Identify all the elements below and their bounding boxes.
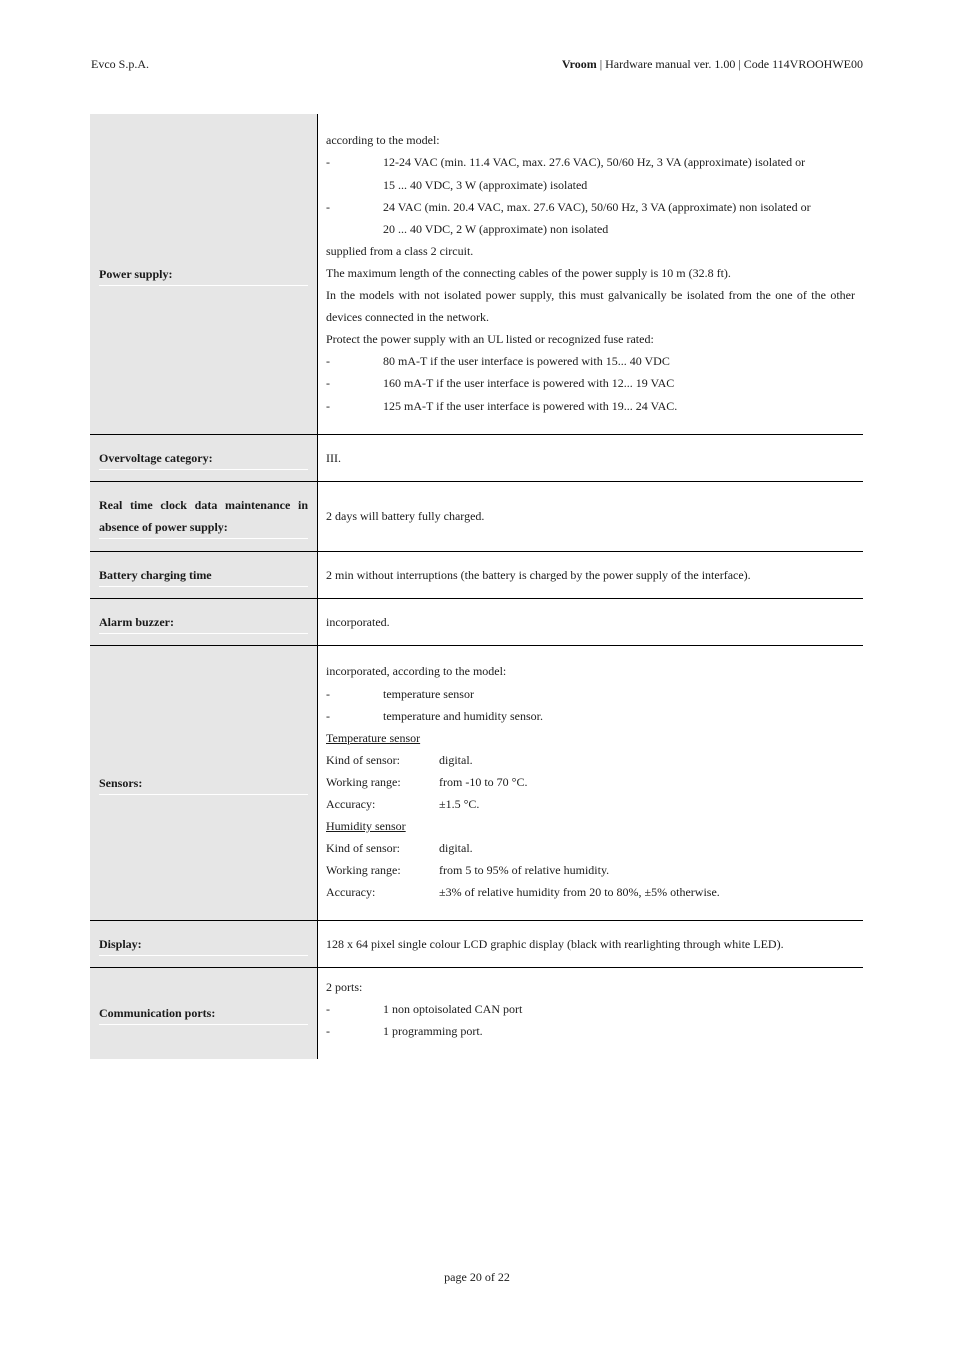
sensor-option-2-text: temperature and humidity sensor. (383, 708, 543, 723)
label-cell (90, 482, 318, 551)
kv-value: from 5 to 95% of relative humidity. (439, 863, 610, 878)
kv-key: Working range: (326, 863, 401, 878)
label-cell (90, 552, 318, 598)
fuse-item-1-text: 80 mA-T if the user interface is powered with 15... 40 VDC (383, 354, 670, 369)
label-cell (90, 599, 318, 645)
label-buzzer: Alarm buzzer: (99, 611, 308, 634)
page-number: page 20 of 22 (444, 1270, 510, 1284)
temperature-sensor-title: Temperature sensor (326, 730, 421, 745)
sensor-option-1-text: temperature sensor (383, 686, 474, 701)
temp-range (326, 771, 855, 793)
label-ports: Communication ports: (99, 1002, 308, 1025)
ports-intro: 2 ports: (326, 980, 363, 994)
label-rtc: Real time clock data maintenance in absence of power supply: (99, 494, 308, 539)
value-battery (318, 552, 863, 598)
value-overvoltage (318, 435, 863, 481)
header-product: Vroom (561, 57, 597, 71)
temp-kind (326, 749, 855, 771)
kv-value: from -10 to 70 °C. (439, 774, 528, 789)
hum-accuracy (326, 881, 855, 903)
row-power-supply (90, 114, 863, 435)
humidity-sensor-title: Humidity sensor (326, 819, 406, 834)
bullet-dash: - (326, 1002, 330, 1017)
temp-accuracy (326, 793, 855, 815)
label-overvoltage: Overvoltage category: (99, 447, 308, 470)
row-rtc (90, 482, 863, 552)
overvoltage-value: III. (326, 450, 341, 465)
value-sensors (318, 646, 863, 920)
port-item-2 (326, 1020, 855, 1042)
value-display (318, 921, 863, 967)
battery-value: 2 min without interruptions (the battery is charged by the power supply of the interface). (326, 567, 751, 582)
fuse-item-3 (326, 395, 855, 417)
label-cell (90, 921, 318, 967)
bullet-dash: - (326, 686, 330, 701)
bullet-dash: - (326, 1024, 330, 1039)
row-display (90, 921, 863, 968)
kv-value: digital. (439, 752, 473, 767)
power-option-1-line-1: 12-24 VAC (min. 11.4 VAC, max. 27.6 VAC), 50/60 Hz, 3 VA (approximate) isolated or (383, 155, 806, 170)
fuse-item-3-text: 125 mA-T if the user interface is powered with 19... 24 VAC. (383, 398, 678, 413)
label-cell (90, 646, 318, 920)
header-document-info (562, 57, 863, 72)
power-intro: according to the model: (326, 133, 440, 148)
bullet-dash: - (326, 398, 330, 413)
label-cell (90, 968, 318, 1059)
port-item-1-text: 1 non optoisolated CAN port (383, 1002, 523, 1017)
header-manual: | Hardware manual ver. 1.00 | Code 114VROOHWE00 (596, 57, 863, 71)
row-battery (90, 552, 863, 599)
kv-key: Kind of sensor: (326, 841, 400, 856)
label-display: Display: (99, 933, 308, 956)
kv-value: digital. (439, 841, 473, 856)
hum-range (326, 859, 855, 881)
power-fuse-intro: Protect the power supply with an UL listed or recognized fuse rated: (326, 332, 654, 347)
value-rtc (318, 482, 863, 551)
label-sensors: Sensors: (99, 772, 308, 795)
power-isolation-note: In the models with not isolated power supply, this must galvanically be isolated from the one of the other devices connected in the network. (326, 288, 855, 325)
label-cell (90, 114, 318, 434)
sensors-intro: incorporated, according to the model: (326, 664, 507, 679)
power-option-2-line-2: 20 ... 40 VDC, 2 W (approximate) non isolated (383, 221, 609, 236)
kv-key: Working range: (326, 774, 401, 789)
fuse-item-1 (326, 350, 855, 372)
power-option-1 (326, 151, 855, 173)
power-option-1-line-2: 15 ... 40 VDC, 3 W (approximate) isolated (383, 177, 588, 192)
buzzer-value: incorporated. (326, 614, 390, 629)
label-battery: Battery charging time (99, 564, 308, 587)
port-item-1 (326, 998, 855, 1020)
bullet-dash: - (326, 708, 330, 723)
bullet-dash: - (326, 199, 330, 214)
power-option-2-line-1: 24 VAC (min. 20.4 VAC, max. 27.6 VAC), 50/60 Hz, 3 VA (approximate) non isolated or (383, 199, 811, 214)
power-option-1-cont (326, 174, 855, 196)
value-ports (318, 968, 863, 1059)
hum-kind (326, 837, 855, 859)
label-power-supply: Power supply: (99, 263, 308, 286)
kv-value: ±3% of relative humidity from 20 to 80%, ±5% otherwise. (439, 885, 720, 900)
kv-key: Accuracy: (326, 885, 376, 900)
bullet-dash: - (326, 376, 330, 391)
power-option-2 (326, 196, 855, 218)
value-power-supply (318, 114, 863, 434)
kv-key: Kind of sensor: (326, 752, 400, 767)
row-buzzer (90, 599, 863, 646)
bullet-dash: - (326, 155, 330, 170)
value-buzzer (318, 599, 863, 645)
header-company: Evco S.p.A. (91, 57, 149, 71)
rtc-value: 2 days will battery fully charged. (326, 509, 485, 524)
power-option-2-cont (326, 218, 855, 240)
sensor-option-1 (326, 683, 855, 705)
sensor-option-2 (326, 705, 855, 727)
spec-table (90, 114, 863, 1059)
label-cell (90, 435, 318, 481)
fuse-item-2 (326, 372, 855, 394)
row-overvoltage (90, 435, 863, 482)
kv-key: Accuracy: (326, 797, 376, 812)
port-item-2-text: 1 programming port. (383, 1024, 483, 1039)
power-class2: supplied from a class 2 circuit. (326, 243, 474, 258)
bullet-dash: - (326, 354, 330, 369)
display-value: 128 x 64 pixel single colour LCD graphic display (black with rearlighting through white LED). (326, 936, 784, 951)
fuse-item-2-text: 160 mA-T if the user interface is powered with 12... 19 VAC (383, 376, 675, 391)
power-cable-length: The maximum length of the connecting cables of the power supply is 10 m (32.8 ft). (326, 265, 731, 280)
row-ports (90, 968, 863, 1059)
row-sensors (90, 646, 863, 921)
kv-value: ±1.5 °C. (439, 797, 480, 812)
